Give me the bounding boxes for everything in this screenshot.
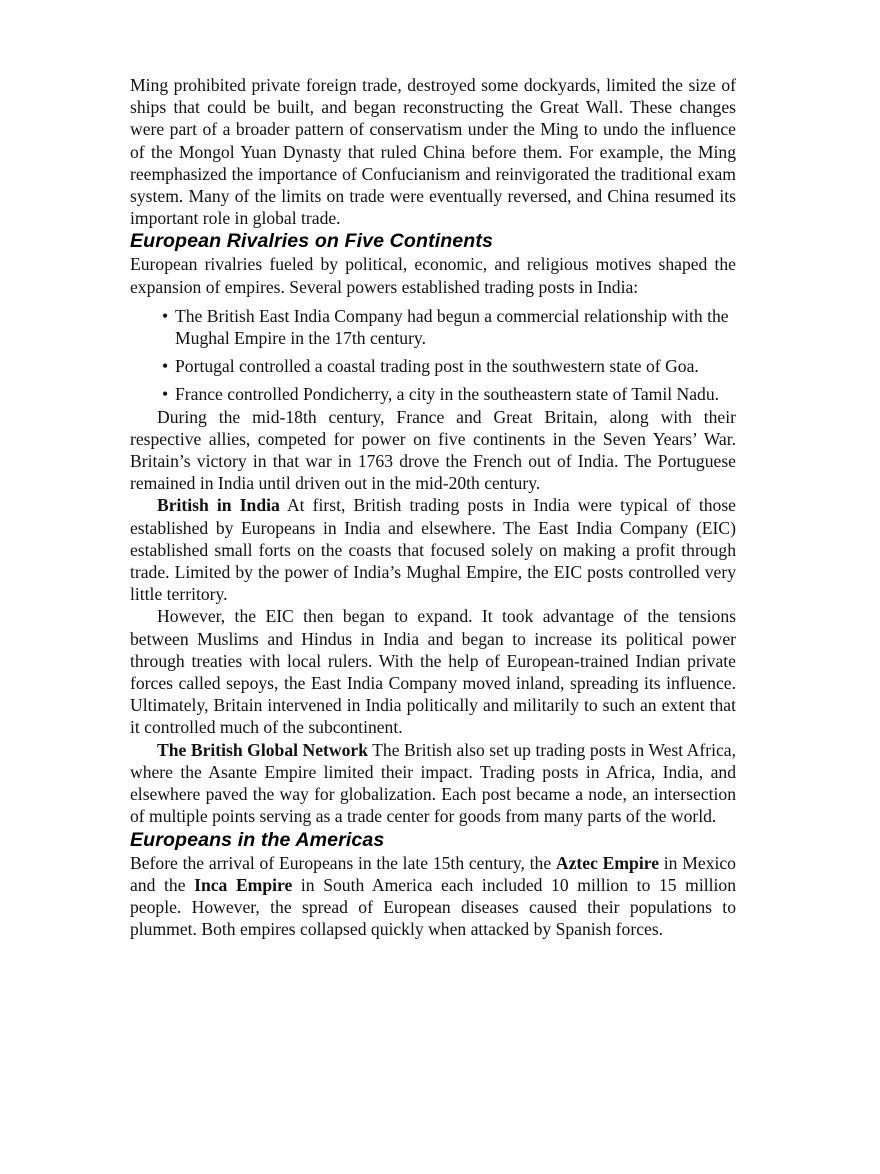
term-inca-empire: Inca Empire <box>194 874 293 895</box>
paragraph-eic-expansion: However, the EIC then began to expand. It took advantage of the tensions between Muslims and Hindus in India and began to increase its political power through treaties with local rulers. With the help of European-trained Indian private forces called sepoys, the East India Company moved inland, spreading its influence. Ultimately, Britain intervened in India politically and militarily to such an extent that it controlled much of the subcontinent. <box>130 606 736 738</box>
run-in-head-british-in-india: British in India <box>157 495 280 516</box>
paragraph-british-global-network <box>130 739 736 828</box>
paragraph-rivalries-intro: European rivalries fueled by political, economic, and religious motives shaped the expansion of empires. Several powers established trading posts in India: <box>130 254 736 297</box>
list-item-text: Portugal controlled a coastal trading post in the southwestern state of Goa. <box>175 356 699 377</box>
paragraph-ming-dynasty: Ming prohibited private foreign trade, destroyed some dockyards, limited the size of ships that could be built, and began reconstructing the Great Wall. These changes were part of a broader pattern of conservatism under the Ming to undo the influence of the Mongol Yuan Dynasty that ruled China before them. For example, the Ming reemphasized the importance of Confucianism and reinvigorated the traditional exam system. Many of the limits on trade were eventually reversed, and China resumed its important role in global trade. <box>130 75 736 229</box>
bullet-marker-icon: • <box>162 356 169 377</box>
list-item-text: The British East India Company had begun a commercial relationship with the Mughal Empire in the 17th century. <box>175 305 729 349</box>
page-content-column <box>130 74 736 940</box>
paragraph-british-global-network-text: The British also set up trading posts in West Africa, where the Asante Empire limited their impact. Trading posts in Africa, India, and elsewhere paved the way for globalization. Each post became a node, an intersection of multiple points serving as a trade center for goods from many parts of the world. <box>130 739 736 827</box>
list-item <box>130 355 736 377</box>
section-heading-european-rivalries: European Rivalries on Five Continents <box>130 230 493 253</box>
americas-text-part-1: Before the arrival of Europeans in the late 15th century, the <box>130 852 556 873</box>
americas-text-part-2: in Mexico and the <box>130 852 736 895</box>
americas-text-part-3: in South America each included 10 million to 15 million people. However, the spread of European diseases caused their populations to plummet. Both empires collapsed quickly when attacked by Spanish forces. <box>130 874 736 940</box>
list-item <box>130 305 736 349</box>
list-item-text: France controlled Pondicherry, a city in the southeastern state of Tamil Nadu. <box>175 384 720 405</box>
section-heading-europeans-in-the-americas: Europeans in the Americas <box>130 828 385 851</box>
paragraph-europeans-americas <box>130 852 736 941</box>
paragraph-british-in-india-text: At first, British trading posts in India were typical of those established by Europeans in India and elsewhere. The East India Company (EIC) established small forts on the coasts that focused solely on making a profit through trade. Limited by the power of India’s Mughal Empire, the EIC posts controlled very little territory. <box>130 495 736 605</box>
bullet-marker-icon: • <box>162 384 169 405</box>
paragraph-british-in-india <box>130 494 736 605</box>
term-aztec-empire: Aztec Empire <box>555 852 660 873</box>
list-item <box>130 383 736 405</box>
bullet-list-trading-posts <box>130 305 736 406</box>
paragraph-seven-years-war: During the mid-18th century, France and Great Britain, along with their respective allies, competed for power on five continents in the Seven Years’ War. Britain’s victory in that war in 1763 drove the French out of India. The Portuguese remained in India until driven out in the mid-20th century. <box>130 406 736 494</box>
run-in-head-british-global-network: The British Global Network <box>157 739 368 760</box>
bullet-marker-icon: • <box>162 305 169 326</box>
